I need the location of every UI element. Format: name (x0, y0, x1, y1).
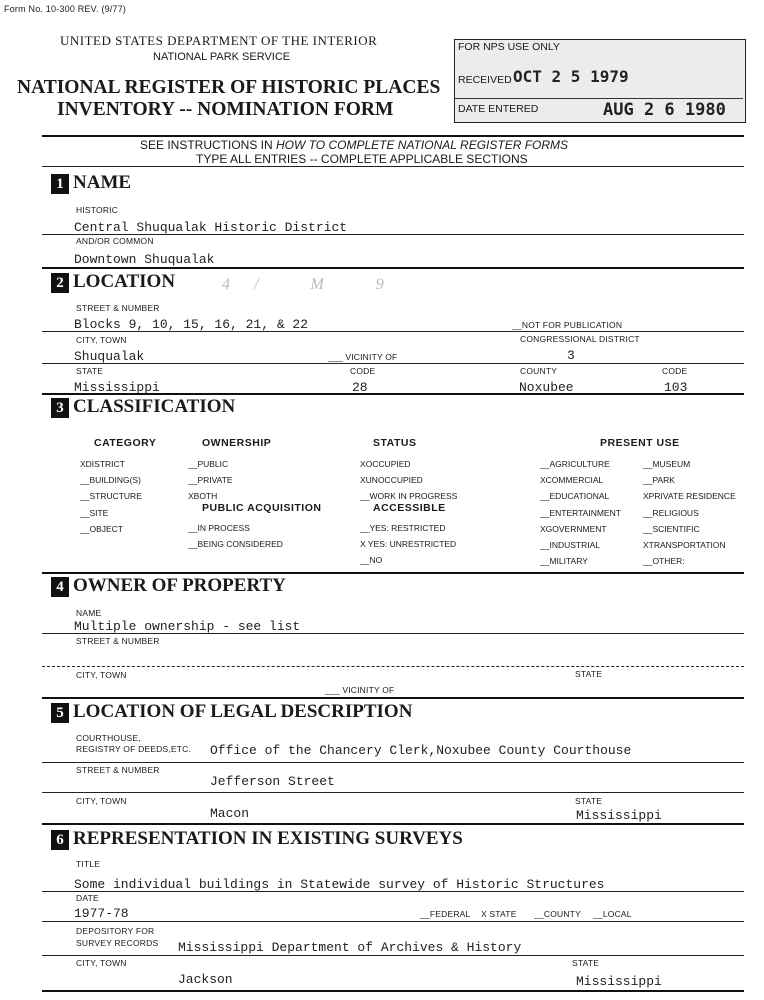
section-6-title: REPRESENTATION IN EXISTING SURVEYS (73, 828, 463, 849)
accessible-no[interactable]: __NO (360, 555, 383, 566)
category-site[interactable]: __SITE (80, 507, 109, 518)
use-other[interactable]: __OTHER: (643, 556, 685, 567)
owner-city-label: CITY, TOWN (76, 670, 127, 680)
section-3-number: 3 (51, 398, 69, 418)
department-name: UNITED STATES DEPARTMENT OF THE INTERIOR (60, 33, 378, 48)
ownership-public[interactable]: __PUBLIC (188, 459, 229, 469)
depository-label-2: SURVEY RECORDS (76, 938, 159, 948)
category-list (80, 456, 142, 537)
owner-name: Multiple ownership - see list (74, 619, 301, 634)
use-transportation[interactable]: XTRANSPORTATION (643, 540, 726, 551)
survey-date-value: 1977-78 (74, 906, 129, 921)
legal-city-label: CITY, TOWN (76, 796, 127, 806)
category-buildings[interactable]: __BUILDING(S) (80, 475, 141, 486)
legal-street-label: STREET & NUMBER (76, 765, 160, 775)
instructions-italic: HOW TO COMPLETE NATIONAL REGISTER FORMS (276, 138, 569, 152)
section-1-title: NAME (73, 172, 132, 193)
state-value: Mississippi (74, 380, 160, 395)
public-acquisition-heading: PUBLIC ACQUISITION (202, 502, 322, 514)
status-occupied[interactable]: XOCCUPIED (360, 459, 411, 469)
date-entered-stamp: AUG 2 6 1980 (603, 100, 726, 120)
legal-street-value: Jefferson Street (210, 774, 335, 789)
vicinity-of: ___ VICINITY OF (328, 352, 398, 362)
survey-federal[interactable]: __FEDERAL (420, 909, 471, 919)
nps-use-only-box (454, 39, 746, 123)
status-heading: STATUS (373, 437, 417, 449)
use-park[interactable]: __PARK (643, 475, 675, 486)
instructions-line2: TYPE ALL ENTRIES -- COMPLETE APPLICABLE SECTIONS (196, 152, 528, 166)
ownership-both[interactable]: XBOTH (188, 491, 218, 502)
historic-label: HISTORIC (76, 205, 119, 215)
section-2-title: LOCATION (73, 271, 176, 292)
owner-state-label: STATE (575, 669, 603, 679)
date-entered-label: DATE ENTERED (458, 103, 539, 115)
depository-state-label: STATE (572, 958, 600, 968)
use-museum[interactable]: __MUSEUM (643, 459, 691, 469)
county-code: 103 (664, 380, 688, 395)
county-value: Noxubee (519, 380, 574, 395)
survey-title-value: Some individual buildings in Statewide survey of Historic Structures (74, 877, 605, 892)
status-unoccupied[interactable]: XUNOCCUPIED (360, 475, 423, 486)
acquisition-being-considered[interactable]: __BEING CONSIDERED (188, 539, 283, 550)
form-title-line1: NATIONAL REGISTER OF HISTORIC PLACES (17, 77, 441, 98)
congressional-district-label: CONGRESSIONAL DISTRICT (520, 334, 640, 344)
state-code: 28 (352, 380, 368, 395)
survey-title-label: TITLE (76, 859, 101, 869)
section-4-number: 4 (51, 577, 69, 597)
use-industrial[interactable]: __INDUSTRIAL (540, 540, 600, 551)
use-agriculture[interactable]: __AGRICULTURE (540, 459, 610, 469)
depository-label-1: DEPOSITORY FOR (76, 926, 155, 936)
faint-handwritten-marks: 4/ M 9 (222, 276, 408, 293)
survey-local[interactable]: __LOCAL (593, 909, 632, 919)
received-date-stamp: OCT 2 5 1979 (513, 67, 629, 86)
status-list (360, 456, 457, 505)
code-label: CODE (350, 366, 376, 376)
survey-county[interactable]: __COUNTY (534, 909, 581, 919)
present-use-right (643, 456, 736, 569)
legal-state-label: STATE (575, 796, 603, 806)
legal-state-value: Mississippi (576, 808, 662, 823)
depository-city-value: Jackson (178, 972, 233, 987)
accessible-restricted[interactable]: __YES: RESTRICTED (360, 523, 446, 533)
state-label: STATE (76, 366, 104, 376)
accessible-unrestricted[interactable]: X YES: UNRESTRICTED (360, 539, 457, 550)
depository-value: Mississippi Department of Archives & History (178, 940, 522, 955)
received-label: RECEIVED (458, 74, 512, 86)
section-2-number: 2 (51, 273, 69, 293)
survey-date-label: DATE (76, 893, 99, 903)
use-entertainment[interactable]: __ENTERTAINMENT (540, 507, 621, 518)
city-town-label: CITY, TOWN (76, 335, 127, 345)
registry-label: REGISTRY OF DEEDS,ETC. (76, 744, 192, 754)
status-work-in-progress[interactable]: __WORK IN PROGRESS (360, 491, 458, 502)
category-district[interactable]: XDISTRICT (80, 459, 125, 469)
section-5-title: LOCATION OF LEGAL DESCRIPTION (73, 701, 413, 722)
not-for-publication: __NOT FOR PUBLICATION (512, 320, 623, 330)
depository-city-label: CITY, TOWN (76, 958, 127, 968)
acquisition-list (188, 520, 283, 552)
county-label: COUNTY (520, 366, 558, 376)
county-code-label: CODE (662, 366, 688, 376)
depository-state-value: Mississippi (576, 974, 662, 989)
instructions-line1 (140, 138, 568, 152)
instructions-prefix: SEE INSTRUCTIONS IN (140, 138, 277, 152)
courthouse-label: COURTHOUSE, (76, 733, 141, 743)
use-scientific[interactable]: __SCIENTIFIC (643, 523, 700, 534)
present-use-left (540, 456, 621, 569)
use-educational[interactable]: __EDUCATIONAL (540, 491, 610, 502)
historic-name: Central Shuqualak Historic District (74, 220, 348, 235)
category-structure[interactable]: __STRUCTURE (80, 491, 142, 502)
nps-box-label: FOR NPS USE ONLY (458, 41, 560, 53)
form-title-line2: INVENTORY -- NOMINATION FORM (57, 99, 394, 120)
section-3-title: CLASSIFICATION (73, 396, 236, 417)
use-religious[interactable]: __RELIGIOUS (643, 507, 699, 518)
present-use-heading: PRESENT USE (600, 437, 680, 449)
owner-name-label: NAME (76, 608, 102, 618)
section-1-number: 1 (51, 174, 69, 194)
section-4-title: OWNER OF PROPERTY (73, 575, 286, 596)
use-military[interactable]: __MILITARY (540, 556, 588, 567)
use-private-residence[interactable]: XPRIVATE RESIDENCE (643, 491, 736, 502)
accessible-heading: ACCESSIBLE (373, 502, 446, 514)
street-address: Blocks 9, 10, 15, 16, 21, & 22 (74, 317, 309, 332)
category-heading: CATEGORY (94, 437, 157, 449)
owner-vicinity-of: ___ VICINITY OF (325, 685, 395, 695)
form-number: Form No. 10-300 REV. (9/77) (4, 4, 127, 14)
legal-city-value: Macon (210, 806, 250, 821)
use-government[interactable]: XGOVERNMENT (540, 523, 607, 534)
street-number-label: STREET & NUMBER (76, 303, 160, 313)
city-value: Shuqualak (74, 349, 145, 364)
acquisition-in-process[interactable]: __IN PROCESS (188, 523, 250, 533)
ownership-list (188, 456, 233, 505)
survey-state[interactable]: X STATE (481, 909, 517, 919)
service-name: NATIONAL PARK SERVICE (153, 51, 291, 63)
ownership-heading: OWNERSHIP (202, 437, 272, 449)
section-5-number: 5 (51, 703, 69, 723)
registry-value: Office of the Chancery Clerk,Noxubee County Courthouse (210, 743, 632, 758)
common-name: Downtown Shuqualak (74, 252, 215, 267)
category-object[interactable]: __OBJECT (80, 523, 123, 534)
ownership-private[interactable]: __PRIVATE (188, 475, 233, 486)
owner-street-label: STREET & NUMBER (76, 636, 160, 646)
accessible-list (360, 520, 456, 569)
common-name-label: AND/OR COMMON (76, 236, 154, 246)
use-commercial[interactable]: XCOMMERCIAL (540, 475, 604, 486)
congressional-district: 3 (567, 348, 575, 363)
section-6-number: 6 (51, 830, 69, 850)
